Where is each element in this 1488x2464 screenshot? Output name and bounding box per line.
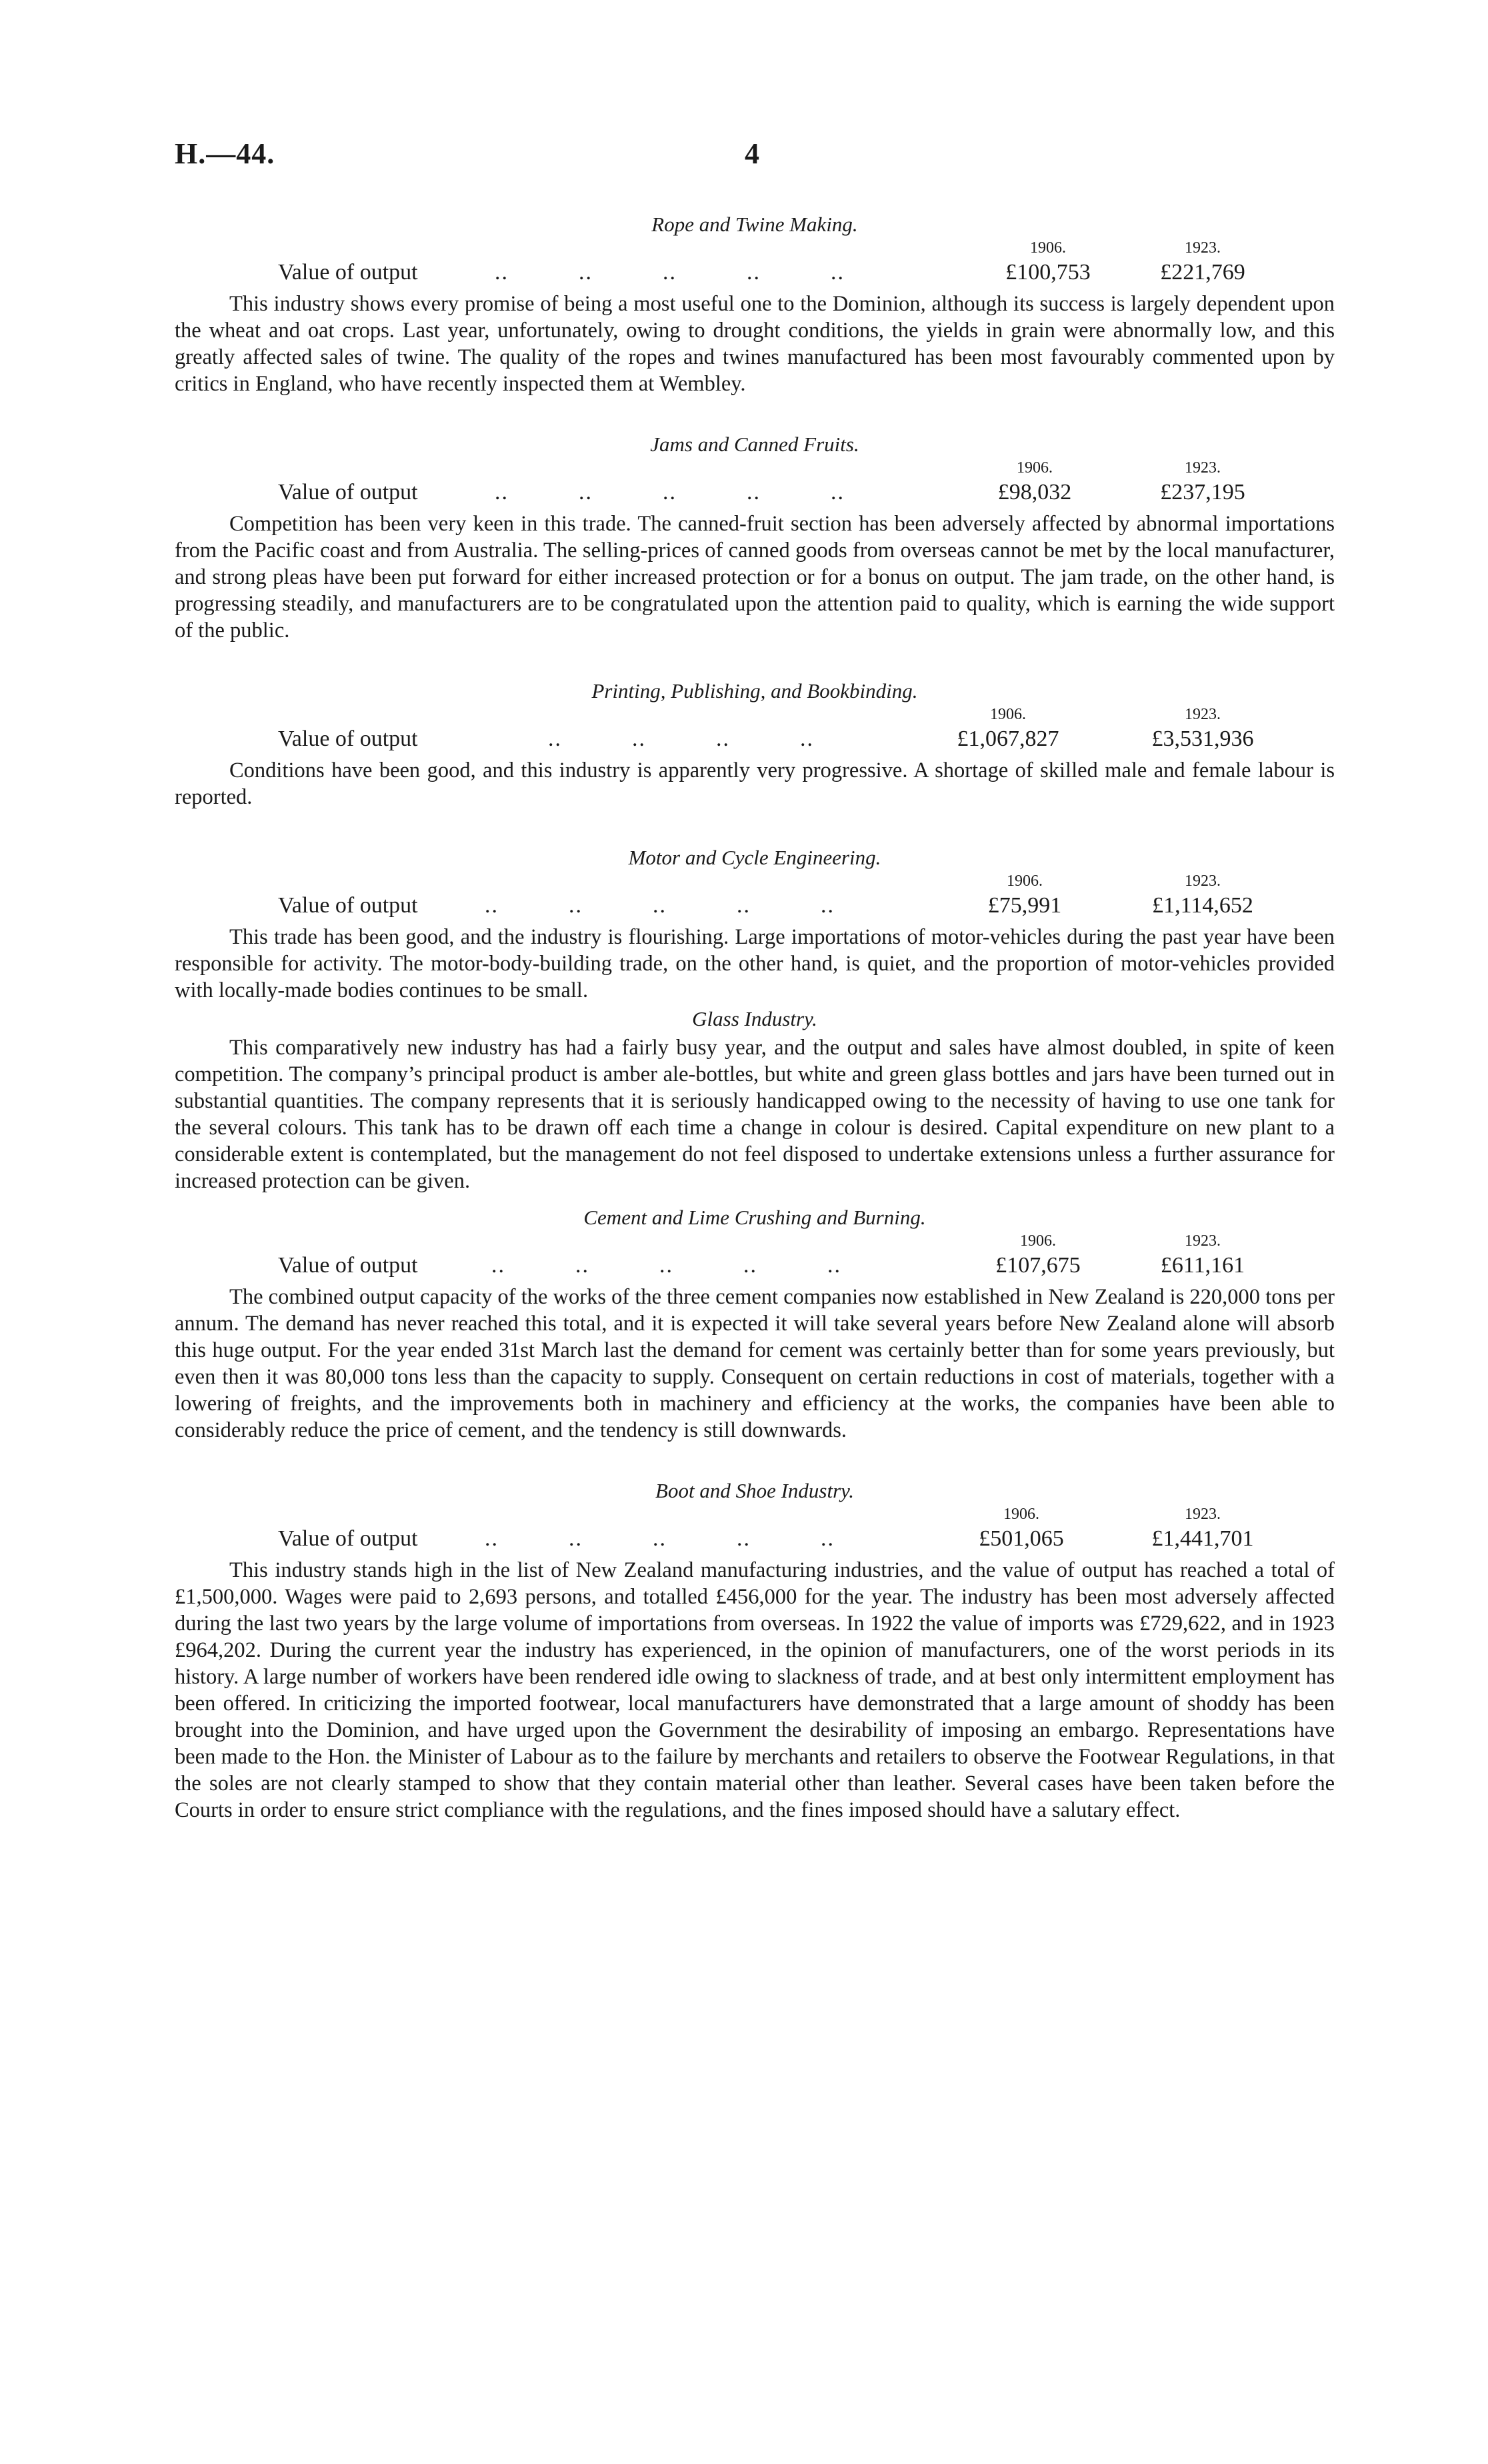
value-1923: £3,531,936: [1151, 726, 1254, 751]
value-label: Value of output: [278, 1253, 418, 1278]
year-1906-label: 1906.: [990, 706, 1026, 723]
value-1923: £611,161: [1160, 1253, 1245, 1278]
value-of-output-row: [175, 872, 1335, 924]
value-label: Value of output: [278, 260, 418, 285]
value-1923: £1,114,652: [1152, 893, 1253, 918]
section-printing-publishing-bookbinding: [175, 678, 1335, 810]
section-glass-industry: [175, 1006, 1335, 1194]
year-1923-label: 1923.: [1185, 239, 1221, 257]
value-of-output-row: [175, 1505, 1335, 1557]
dot-leaders: .. .. .. .. ..: [495, 480, 845, 505]
section-paragraph: This industry shows every promise of being a most useful one to the Dominion, although its success is largely dependent upon the wheat and oat crops. Last year, unfortunately, owing to drought conditions, the yields in grain were abnormally low, and this greatly affected sales of twine. The quality of the ropes and twines manufactured has been most favourably commented upon by critics in England, who have recently inspected them at Wembley.: [175, 292, 1335, 396]
section-title: Motor and Cycle Engineering.: [628, 846, 881, 869]
dot-leaders: .. .. .. .. ..: [491, 1253, 841, 1278]
year-1906-label: 1906.: [1007, 872, 1043, 890]
value-1923: £1,441,701: [1151, 1526, 1254, 1551]
section-title: Boot and Shoe Industry.: [655, 1479, 854, 1502]
year-1923-label: 1923.: [1185, 459, 1221, 477]
value-of-output-row: [175, 239, 1335, 291]
year-1923-label: 1923.: [1185, 1506, 1221, 1523]
value-1906: £107,675: [995, 1253, 1081, 1278]
dot-leaders: .. .. .. ..: [548, 726, 814, 751]
section-title: Printing, Publishing, and Bookbinding.: [591, 679, 918, 702]
value-label: Value of output: [278, 1526, 418, 1551]
section-boot-and-shoe: [175, 1478, 1335, 1824]
section-cement-and-lime: [175, 1205, 1335, 1444]
page-header: [175, 137, 1335, 183]
dot-leaders: .. .. .. .. ..: [485, 1526, 835, 1551]
dot-leaders: .. .. .. .. ..: [485, 893, 835, 918]
value-1906: £100,753: [1005, 260, 1091, 285]
section-paragraph: Competition has been very keen in this trade. The canned-fruit section has been adversely affected by abnormal importations from the Pacific coast and from Australia. The selling-prices of canned goods from overseas cannot be met by the local manufacturer, and strong pleas have been put forward for either increased protection or for a bonus on output. The jam trade, on the other hand, is progressing steadily, and manufacturers are to be congratulated upon the attention paid to quality, which is earning the wide support of the public.: [175, 512, 1335, 642]
value-1906: £501,065: [979, 1526, 1064, 1551]
value-1923: £221,769: [1160, 260, 1245, 285]
section-paragraph: The combined output capacity of the works of the three cement companies now established in New Zealand is 220,000 tons per annum. The demand has never reached this total, and it is expected it will take several years before New Zealand alone will absorb this huge output. For the year ended 31st March last the demand for cement was certainly better than for some years previously, but even then it was 80,000 tons less than the capacity to supply. Consequent on certain reductions in cost of materials, together with a lowering of freights, and the improvements both in machinery and efficiency at the works, the companies have been able to considerably reduce the price of cement, and the tendency is still downwards.: [175, 1285, 1335, 1442]
page-number: 4: [745, 137, 759, 170]
document-reference: H.—44.: [175, 137, 275, 170]
year-1906-label: 1906.: [1003, 1506, 1039, 1523]
value-of-output-row: [175, 705, 1335, 757]
value-1923: £237,195: [1160, 480, 1245, 505]
value-1906: £1,067,827: [957, 726, 1059, 751]
year-1906-label: 1906.: [1020, 1232, 1056, 1250]
value-of-output-row: [175, 1232, 1335, 1284]
year-1906-label: 1906.: [1030, 239, 1066, 257]
section-paragraph: This comparatively new industry has had a fairly busy year, and the output and sales have almost doubled, in spite of keen competition. The company’s principal product is amber ale-bottles, but white and green glass bottles and jars have been turned out in substantial quantities. The company represents that it is seriously handicapped owing to the necessity of having to use one tank for the several colours. This tank has to be drawn off each time a change in colour is desired. Capital expenditure on new plant to a considerable extent is contemplated, but the management do not feel disposed to undertake extensions unless a further assurance for increased protection can be given.: [175, 1036, 1335, 1193]
year-1906-label: 1906.: [1017, 459, 1053, 477]
value-label: Value of output: [278, 893, 418, 918]
value-label: Value of output: [278, 726, 418, 751]
section-jams-and-canned-fruits: [175, 432, 1335, 644]
value-1906: £98,032: [997, 480, 1072, 505]
value-of-output-row: [175, 459, 1335, 511]
section-motor-and-cycle: [175, 845, 1335, 1004]
value-label: Value of output: [278, 480, 418, 505]
section-title: Glass Industry.: [692, 1007, 817, 1030]
dot-leaders: .. .. .. .. ..: [495, 260, 845, 285]
section-rope-and-twine: [175, 212, 1335, 397]
section-paragraph: This industry stands high in the list of New Zealand manufacturing industries, and the value of output has reached a total of £1,500,000. Wages were paid to 2,693 persons, and totalled £456,000 for the year. The industry has been most adversely affected during the last two years by the large volume of importations from overseas. In 1922 the value of imports was £729,622, and in 1923 £964,202. During the current year the industry has experienced, in the opinion of manufacturers, one of the worst periods in its history. A large number of workers have been rendered idle owing to slackness of trade, and at best only intermittent employment has been offered. In criticizing the imported footwear, local manufacturers have demonstrated that a large amount of shoddy has been brought into the Dominion, and have urged upon the Government the desirability of imposing an embargo. Representations have been made to the Hon. the Minister of Labour as to the failure by merchants and retailers to observe the Footwear Regulations, in that the soles are not clearly stamped to show that they contain material other than leather. Several cases have been taken before the Courts in order to ensure strict compliance with the regulations, and the fines imposed should have a salutary effect.: [175, 1558, 1335, 1822]
section-title: Jams and Canned Fruits.: [650, 433, 859, 456]
year-1923-label: 1923.: [1185, 706, 1221, 723]
value-1906: £75,991: [987, 893, 1062, 918]
year-1923-label: 1923.: [1185, 1232, 1221, 1250]
section-paragraph: This trade has been good, and the industry is flourishing. Large importations of motor-vehicles during the past year have been responsible for activity. The motor-body-building trade, on the other hand, is quiet, and the proportion of motor-vehicles provided with locally-made bodies continues to be small.: [175, 925, 1335, 1002]
year-1923-label: 1923.: [1185, 872, 1221, 890]
document-body: [175, 212, 1335, 1824]
section-paragraph: Conditions have been good, and this industry is apparently very progressive. A shortage of skilled male and female labour is reported.: [175, 758, 1335, 809]
section-title: Cement and Lime Crushing and Burning.: [583, 1206, 926, 1229]
section-title: Rope and Twine Making.: [651, 213, 858, 236]
